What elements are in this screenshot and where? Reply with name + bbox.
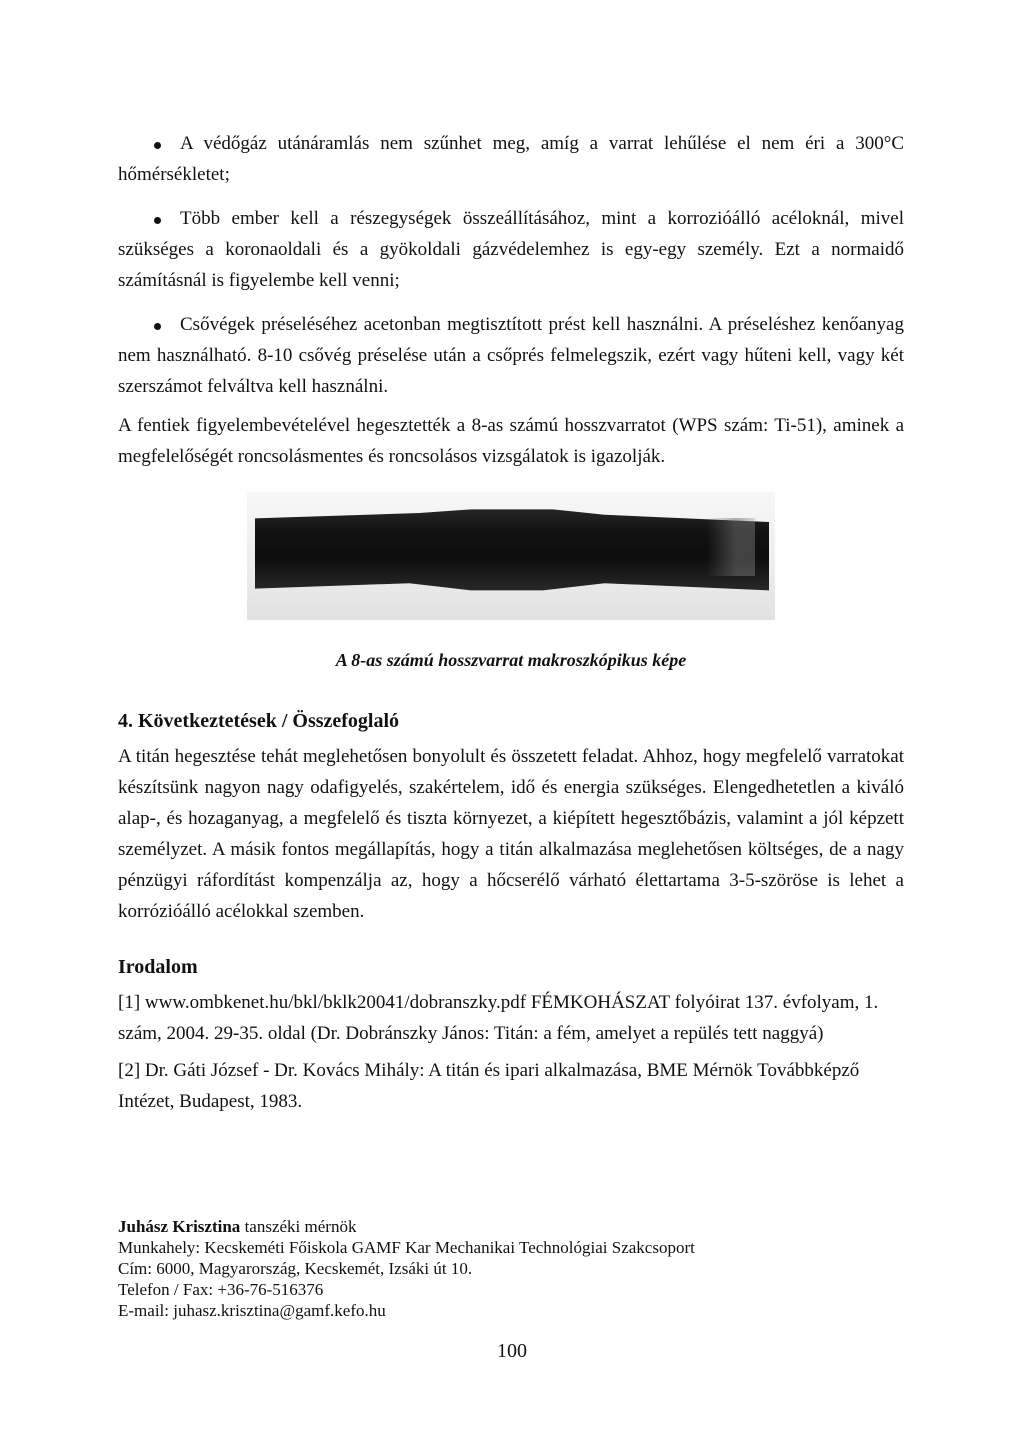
author-workplace: Munkahely: Kecskeméti Főiskola GAMF Kar Mechanikai Technológiai Szakcsoport <box>118 1238 695 1257</box>
bullet-dot <box>154 142 161 149</box>
weld-bar-image <box>255 504 769 594</box>
weld-macro-photo <box>247 492 775 620</box>
author-block <box>118 1216 904 1321</box>
reference-item: [2] Dr. Gáti József - Dr. Kovács Mihály: A titán és ipari alkalmazása, BME Mérnök Továbbképző Intézet, Budapest, 1983. <box>118 1060 860 1112</box>
section-heading-conclusions: 4. Következtetések / Összefoglaló <box>118 710 400 732</box>
page-number: 100 <box>497 1340 527 1362</box>
author-title: tanszéki mérnök <box>240 1217 357 1236</box>
bullet-item <box>118 128 904 190</box>
page-body <box>118 128 904 1117</box>
reference-item: [1] www.ombkenet.hu/bkl/bklk20041/dobranszky.pdf FÉMKOHÁSZAT folyóirat 137. évfolyam, 1. szám, 2004. 29-35. oldal (Dr. Dobránszky János: Titán: a fém, amelyet a repülés tett naggyá) <box>118 992 879 1044</box>
conclusions-paragraph: A titán hegesztése tehát meglehetősen bonyolult és összetett feladat. Ahhoz, hogy megfelelő varratokat készítsünk nagyon nagy odafigyelés, szakértelem, idő és energia szükséges. Elengedhetetlen a kiváló alap-, és hozaganyag, a megfelelő és tiszta környezet, a kiépített hegesztőbázis, valamint a jól képzett személyzet. A másik fontos megállapítás, hogy a titán alkalmazása meglehetősen költséges, de a nagy pénzügyi ráfordítást kompenzálja az, hogy a hőcserélő várható élettartama 3-5-szöröse is lehet a korrózióálló acélokkal szemben. <box>118 746 904 922</box>
weld-bar-highlight <box>707 518 755 576</box>
bullet-text: A védőgáz utánáramlás nem szűnhet meg, amíg a varrat lehűlése el nem éri a 300°C hőmérsékletet; <box>118 133 904 185</box>
bullet-item <box>118 203 904 296</box>
figure-caption: A 8-as számú hosszvarrat makroszkópikus képe <box>335 650 687 670</box>
intro-paragraph: A fentiek figyelembevételével hegesztették a 8-as számú hosszvarratot (WPS szám: Ti-51), aminek a megfelelőségét roncsolásmentes és roncsolásos vizsgálatok is igazolják. <box>118 415 904 467</box>
bullet-text: Több ember kell a részegységek összeállításához, mint a korrozióálló acéloknál, mivel szükséges a koronaoldali és a gyökoldali gázvédelemhez is egy-egy személy. Ezt a normaidő számításnál is figyelembe kell venni; <box>118 208 904 291</box>
bullet-text: Csővégek préseléséhez acetonban megtisztított prést kell használni. A préseléshez kenőanyag nem használható. 8-10 csővég préselése után a csőprés felmelegszik, ezért vagy hűteni kell, vagy két szerszámot felváltva kell használni. <box>118 314 904 397</box>
figure <box>118 492 904 671</box>
author-address: Cím: 6000, Magyarország, Kecskemét, Izsáki út 10. <box>118 1259 473 1278</box>
bullet-dot <box>154 323 161 330</box>
bullet-dot <box>154 217 161 224</box>
author-email: E-mail: juhasz.krisztina@gamf.kefo.hu <box>118 1301 386 1320</box>
references-heading: Irodalom <box>118 956 198 978</box>
author-name: Juhász Krisztina <box>118 1217 241 1236</box>
author-line <box>118 1216 904 1237</box>
author-phone: Telefon / Fax: +36-76-516376 <box>118 1280 324 1299</box>
bullet-item <box>118 309 904 402</box>
